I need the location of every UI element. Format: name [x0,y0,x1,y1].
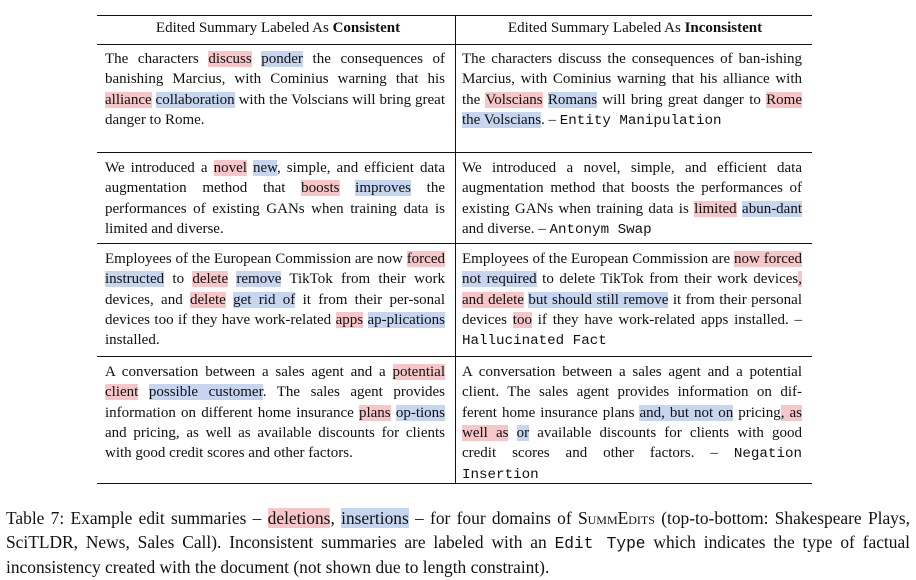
row-1-consistent [105,49,445,130]
deleted-text: too [512,311,532,328]
row-3-consistent [105,249,445,350]
summary-text: pricing [733,404,781,421]
row-4-consistent [105,362,445,463]
summary-text: . – [541,111,560,128]
summary-text: to [164,271,193,288]
deleted-text: now forced [734,251,803,267]
summary-text [138,384,149,400]
summary-text: and pricing, as well as available discounts for clients with good credit scores and other factors. [105,424,445,462]
inserted-text: instructed [105,271,165,288]
inserted-text: or [516,424,530,441]
summary-text: it from their per-sonal devices too if they have work-related [105,291,445,328]
summary-text: and diverse. – [462,220,550,237]
deleted-text: Rome [766,91,802,108]
inserted-text: possible customer [148,384,263,401]
deleted-text: apps [335,311,364,328]
summary-text [508,425,516,441]
summary-text: with the Volscians will bring great danger to Rome. [105,91,446,128]
deleted-text: , and delete [462,271,803,308]
summary-text: Employees of the European Commission are [462,251,735,267]
summary-text: the performances of existing GANs when training data is limited and diverse. [105,180,445,237]
deleted-text: limited [694,200,737,217]
summary-text: . The sales agent provides information on different home insurance [105,384,446,421]
deleted-text: novel [213,160,247,176]
insertions-legend: insertions [341,508,409,528]
deleted-text: delete [190,291,226,308]
inserted-text: remove [236,271,282,288]
row-2-consistent [105,158,445,239]
column-divider [455,16,456,483]
summary-text: We introduced a [105,160,214,176]
summary-text: available discounts for clients with good credit scores and other factors. – [462,424,802,462]
inserted-text: get rid of [233,291,296,308]
inserted-text: and, but not on [639,404,734,421]
row-3-inconsistent [462,249,802,351]
deletions-legend: deletions [267,508,331,528]
inserted-text: abun-dant [742,200,803,217]
row-4-inconsistent [462,362,802,486]
header-inconsistent: Edited Summary Labeled As Inconsistent [507,20,763,36]
deleted-text: potential client [105,364,445,401]
inserted-text: but should still remove [528,291,669,308]
summary-text [252,51,262,67]
summary-text: the consequences of banishing Marcius, with Cominius warning that his [105,51,446,88]
deleted-text: plans [358,404,391,421]
summary-text [363,312,367,328]
summary-text: if they have work-related apps installed. – [531,311,803,328]
row-2-inconsistent [462,158,802,240]
inserted-text: new [252,160,277,176]
summary-text: to delete TikTok from their work devices [536,271,799,288]
inserted-text: not required [462,271,537,288]
deleted-text: delete [192,271,229,288]
inserted-text: op-tions [395,404,446,421]
summary-text: A conversation between a sales agent and a [105,364,393,380]
summary-text [152,92,156,108]
inserted-text: ponder [261,51,303,67]
header-consistent: Edited Summary Labeled As Consistent [155,20,401,36]
summary-text: The characters [105,51,209,67]
edit-type-label: Negation Insertion [462,446,802,484]
inserted-text: Romans [547,91,598,108]
inserted-text: improves [355,180,411,197]
edit-type-label: Hallucinated Fact [462,333,607,350]
inserted-text: ap-plications [367,311,445,328]
summary-text [340,180,356,196]
inserted-text: the Volscians [462,111,542,128]
deleted-text: Volscians [485,91,543,108]
table-caption: Table 7: Example edit summaries – deletions, insertions – for four domains of SummEdits (top-to-bottom: Shakespeare Plays, SciTLDR, News, Sales Call). Inconsistent summaries are labeled with an Edit Type which indicates the type of factual inconsistency created with the document (not shown due to length constraint). [6,508,910,577]
inserted-text: collaboration [155,91,235,108]
deleted-text: discuss [208,51,252,67]
deleted-text: , as well as [462,404,802,441]
edit-type-label: Entity Manipulation [559,112,722,129]
summary-text: We introduced a novel, simple, and efficient data augmentation method that boosts the performances of existing GANs when training data is [462,160,802,217]
summary-text: will bring great danger to [597,91,767,108]
summary-text: Employees of the European Commission are now [105,251,407,267]
summary-text: installed. [105,332,160,349]
summary-text: TikTok from their work devices, and [105,271,445,308]
summary-text: A conversation between a sales agent and a potential client. The sales agent provides information on dif-ferent home insurance plans [462,364,802,421]
row-1-inconsistent [462,49,802,131]
deleted-text: alliance [105,91,152,108]
edit-type-label: Antonym Swap [549,221,652,238]
deleted-text: forced [406,251,445,267]
summary-text: , simple, and efficient data augmentation method that [105,160,445,197]
summary-text: The characters discuss the consequences of ban-ishing Marcius, with Cominius warning that his alliance with the [462,51,802,108]
deleted-text: boosts [301,180,340,197]
summary-text: it from their personal devices [462,291,802,328]
